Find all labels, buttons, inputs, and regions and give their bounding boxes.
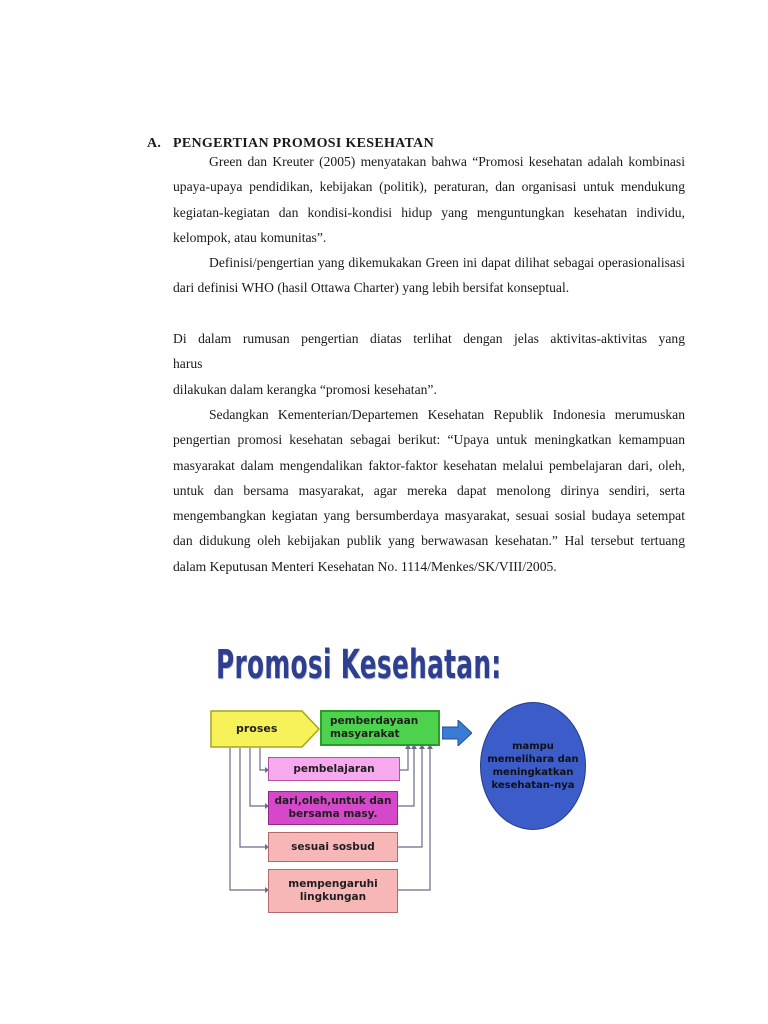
paragraph-kemenkes: Sedangkan Kementerian/Departemen Kesehatan Republik Indonesia merumuskan pengertian promosi kesehatan sebagai berikut: “Upaya untuk meningkatkan kemampuan masyarakat dalam mengendalikan faktor-faktor kesehatan melalui pembelajaran dari, oleh, untuk dan bersama masyarakat, agar mereka dapat menolong dirinya sendiri, serta mengembangkan kegiatan yang bersumberdaya masyarakat, sesuai sosial budaya setempat dan didukung oleh kebijakan publik yang berwawasan kesehatan.” Hal tersebut tertuang dalam Keputusan Menteri Kesehatan No. 1114/Menkes/SK/VIII/2005. bbox=[173, 407, 685, 574]
dari-oleh-untuk-box: dari,oleh,untuk dan bersama masy. bbox=[268, 791, 398, 825]
connector-pembelajaran-proses bbox=[260, 748, 268, 770]
connector-mempengaruhi-proses bbox=[230, 748, 268, 890]
result-circle: mampu memelihara dan meningkatkan kesehatan-nya bbox=[480, 702, 586, 830]
paragraph-rumusan-line2: harus bbox=[173, 356, 203, 371]
sesuai-sosbud-box: sesuai sosbud bbox=[268, 832, 398, 862]
pemberdayaan-masyarakat-box: pemberdayaan masyarakat bbox=[320, 710, 440, 746]
paragraph-rumusan-line3: dilakukan dalam kerangka “promosi kesehatan”. bbox=[173, 382, 437, 397]
right-arrow-icon bbox=[442, 720, 472, 746]
connector-sosbud-pemberdayaan bbox=[398, 746, 422, 847]
paragraph-definisi: Definisi/pengertian yang dikemukakan Green ini dapat dilihat sebagai operasionalisasi dari definisi WHO (hasil Ottawa Charter) yang lebih bersifat konseptual. bbox=[173, 255, 685, 296]
section-number: A. bbox=[147, 136, 162, 151]
paragraph-green-kreuter: Green dan Kreuter (2005) menyatakan bahwa “Promosi kesehatan adalah kombinasi upaya-upaya pendidikan, kebijakan (politik), peraturan, dan organisasi untuk mendukung kegiatan-kegiatan dan kondisi-kondisi hidup yang menguntungkan kesehatan individu, kelompok, atau komunitas”. bbox=[173, 154, 685, 245]
diagram-title: Promosi Kesehatan: bbox=[216, 642, 502, 688]
paragraph-rumusan-line1: Di dalam rumusan pengertian diatas terlihat dengan jelas aktivitas-aktivitas yang bbox=[173, 331, 685, 346]
connector-dari-pemberdayaan bbox=[398, 746, 414, 806]
promosi-kesehatan-diagram bbox=[208, 640, 598, 920]
connector-dari-proses bbox=[250, 748, 268, 806]
connector-sosbud-proses bbox=[240, 748, 268, 847]
section-title: PENGERTIAN PROMOSI KESEHATAN bbox=[173, 136, 434, 151]
pembelajaran-box: pembelajaran bbox=[268, 757, 400, 781]
mempengaruhi-lingkungan-box: mempengaruhi lingkungan bbox=[268, 869, 398, 913]
proses-label: proses bbox=[236, 722, 278, 735]
